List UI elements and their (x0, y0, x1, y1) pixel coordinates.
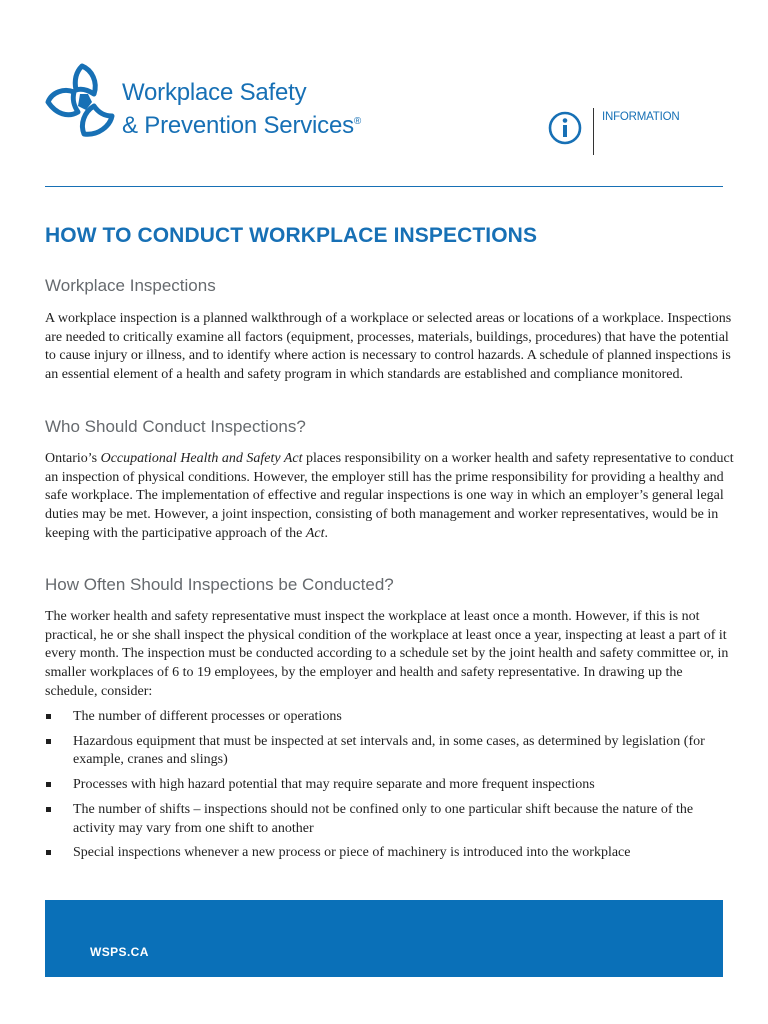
header-rule (45, 186, 723, 187)
section-body-workplace-inspections: A workplace inspection is a planned walkthrough of a workplace or selected areas or locations of a workplace. Inspections are needed to critically examine all factors (equipment, processes, materials, buildings, procedures) that have the potential to cause injury or illness, and to identify where action is necessary to control hazards. A schedule of planned inspections is an essential element of a health and safety program in which standards are established and compliance monitored. (45, 311, 732, 383)
wsps-logo (44, 60, 384, 140)
footer-website-link[interactable]: WSPS.CA (90, 945, 149, 959)
section-heading-how-often: How Often Should Inspections be Conducted? (45, 575, 394, 594)
page-title: HOW TO CONDUCT WORKPLACE INSPECTIONS (45, 224, 538, 247)
section-heading-who-should-conduct: Who Should Conduct Inspections? (45, 417, 306, 436)
trillium-logo-icon (44, 60, 118, 138)
registered-mark: ® (353, 116, 362, 127)
info-icon (548, 111, 582, 145)
act-name-italic: Occupational Health and Safety Act (100, 451, 303, 466)
list-item: Processes with high hazard potential that may require separate and more frequent inspections (45, 776, 735, 795)
bullet-square-icon (46, 782, 51, 787)
logo-wordmark (122, 78, 361, 140)
bullet-square-icon (46, 714, 51, 719)
list-item: Hazardous equipment that must be inspected at set intervals and, in some cases, as determined by legislation (for example, cranes and slings) (45, 733, 735, 770)
section-body-who-should-conduct: Ontario’s Occupational Health and Safety Act places responsibility on a worker health and safety representative to conduct an inspection of physical conditions. However, the employer still has the prime responsibility for providing a healthy and safe workplace. The implementation of effective and regular inspections is one way in which an employer’s general legal duties may be met. However, a joint inspection, consisting of both management and worker representatives, would be in keeping with the participative approach of the Act. (45, 451, 734, 541)
act-italic: Act (305, 525, 325, 541)
logo-line-1: Workplace Safety (122, 79, 307, 106)
info-label: INFORMATION (602, 111, 680, 123)
list-item: The number of different processes or operations (45, 708, 735, 727)
bullet-square-icon (46, 739, 51, 744)
bullet-square-icon (46, 807, 51, 812)
bullet-square-icon (46, 850, 51, 855)
info-divider (593, 108, 594, 155)
section-body-how-often: The worker health and safety representative must inspect the workplace at least once a month. However, if this is not practical, he or she shall inspect the physical condition of the workplace at least once a year, inspecting at least a part of it every month. The inspection must be conducted according to a schedule set by the joint health and safety committee or, in smaller workplaces of 6 to 19 employees, by the employer and health and safety representative. In drawing up the schedule, consider: (45, 609, 729, 699)
schedule-considerations-list (45, 708, 735, 869)
list-item: The number of shifts – inspections should not be confined only to one particular shift because the nature of the activity may vary from one shift to another (45, 801, 735, 838)
section-heading-workplace-inspections: Workplace Inspections (45, 276, 216, 295)
footer-bar (45, 900, 723, 977)
list-item: Special inspections whenever a new process or piece of machinery is introduced into the workplace (45, 844, 735, 863)
logo-line-2: & Prevention Services® (122, 112, 362, 139)
